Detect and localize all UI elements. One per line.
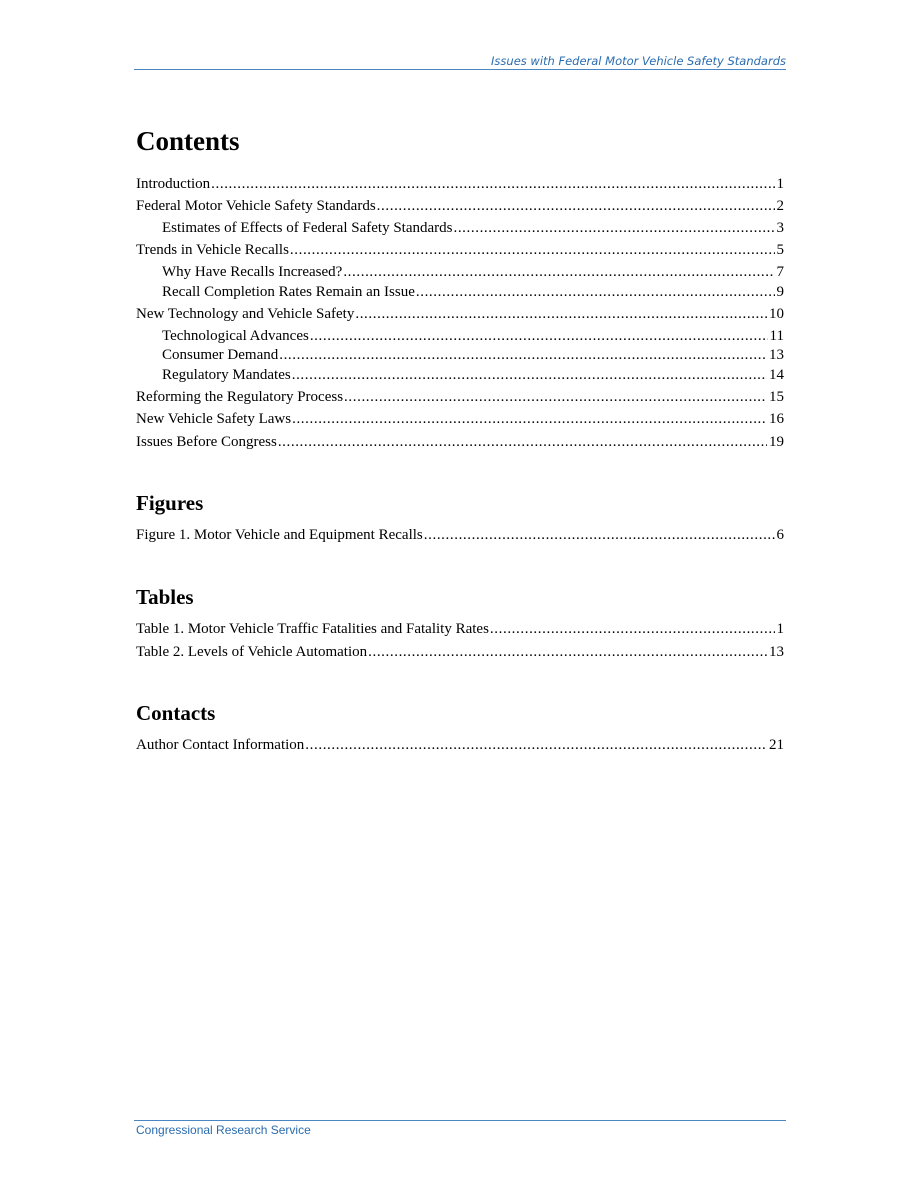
toc-entry-page: 3 [776, 220, 784, 236]
toc-entry-page: 14 [769, 367, 784, 383]
toc-entry-title: Federal Motor Vehicle Safety Standards [136, 198, 376, 214]
running-header: Issues with Federal Motor Vehicle Safety Standards [491, 54, 786, 68]
dot-leader [305, 735, 767, 755]
toc-entry-table-1[interactable] [136, 619, 784, 639]
toc-entry-page: 19 [769, 434, 784, 450]
toc-entry-title: Figure 1. Motor Vehicle and Equipment Recalls [136, 527, 423, 543]
dot-leader [279, 345, 767, 365]
toc-entry-page: 13 [769, 347, 784, 363]
header-divider [134, 69, 786, 70]
contacts-heading: Contacts [136, 701, 216, 725]
toc-entry-title: New Technology and Vehicle Safety [136, 306, 355, 322]
toc-entry-title: Regulatory Mandates [162, 367, 291, 383]
dot-leader [292, 409, 767, 429]
toc-entry-consumer-demand[interactable] [162, 345, 784, 365]
toc-entry-page: 11 [769, 328, 784, 344]
toc-entry-page: 21 [769, 737, 784, 753]
toc-entry-new-laws[interactable] [136, 409, 784, 429]
toc-entry-page: 16 [769, 411, 784, 427]
running-footer: Congressional Research Service [136, 1123, 311, 1137]
toc-entry-tech-advances[interactable] [162, 326, 784, 346]
toc-entry-fmvss[interactable] [136, 196, 784, 216]
toc-entry-page: 15 [769, 389, 784, 405]
dot-leader [355, 304, 767, 324]
dot-leader [211, 174, 774, 194]
toc-entry-estimates[interactable] [162, 218, 784, 238]
figures-heading: Figures [136, 491, 204, 515]
contents-heading: Contents [136, 126, 240, 156]
toc-entry-page: 7 [776, 264, 784, 280]
toc-entry-page: 10 [769, 306, 784, 322]
toc-entry-page: 1 [776, 621, 784, 637]
toc-entry-page: 9 [776, 284, 784, 300]
toc-entry-completion-rates[interactable] [162, 282, 784, 302]
toc-entry-title: Consumer Demand [162, 347, 279, 363]
toc-entry-introduction[interactable] [136, 174, 784, 194]
dot-leader [490, 619, 775, 639]
toc-entry-new-technology[interactable] [136, 304, 784, 324]
toc-entry-title: Trends in Vehicle Recalls [136, 242, 289, 258]
dot-leader [292, 365, 767, 385]
toc-entry-reforming[interactable] [136, 387, 784, 407]
toc-entry-title: Estimates of Effects of Federal Safety Standards [162, 220, 453, 236]
toc-entry-author-contact[interactable] [136, 735, 784, 755]
toc-entry-trends-recalls[interactable] [136, 240, 784, 260]
dot-leader [368, 642, 767, 662]
toc-entry-title: Author Contact Information [136, 737, 305, 753]
toc-entry-title: Reforming the Regulatory Process [136, 389, 344, 405]
dot-leader [310, 326, 768, 346]
dot-leader [290, 240, 775, 260]
dot-leader [377, 196, 775, 216]
toc-entry-title: Technological Advances [162, 328, 309, 344]
toc-entry-title: Introduction [136, 176, 211, 192]
footer-divider [134, 1120, 786, 1121]
toc-entry-figure-1[interactable] [136, 525, 784, 545]
toc-entry-title: New Vehicle Safety Laws [136, 411, 292, 427]
dot-leader [278, 432, 767, 452]
toc-entry-title: Table 2. Levels of Vehicle Automation [136, 644, 368, 660]
dot-leader [416, 282, 775, 302]
toc-entry-page: 6 [776, 527, 784, 543]
dot-leader [424, 525, 775, 545]
toc-entry-title: Table 1. Motor Vehicle Traffic Fatalities and Fatality Rates [136, 621, 489, 637]
toc-entry-regulatory-mandates[interactable] [162, 365, 784, 385]
dot-leader [344, 387, 767, 407]
toc-entry-page: 2 [776, 198, 784, 214]
toc-entry-why-recalls[interactable] [162, 262, 784, 282]
toc-entry-page: 1 [776, 176, 784, 192]
toc-entry-page: 13 [769, 644, 784, 660]
toc-entry-title: Why Have Recalls Increased? [162, 264, 343, 280]
toc-entry-issues-congress[interactable] [136, 432, 784, 452]
dot-leader [453, 218, 774, 238]
dot-leader [343, 262, 774, 282]
toc-entry-title: Issues Before Congress [136, 434, 277, 450]
tables-heading: Tables [136, 585, 194, 609]
toc-entry-page: 5 [776, 242, 784, 258]
toc-entry-title: Recall Completion Rates Remain an Issue [162, 284, 415, 300]
toc-entry-table-2[interactable] [136, 642, 784, 662]
